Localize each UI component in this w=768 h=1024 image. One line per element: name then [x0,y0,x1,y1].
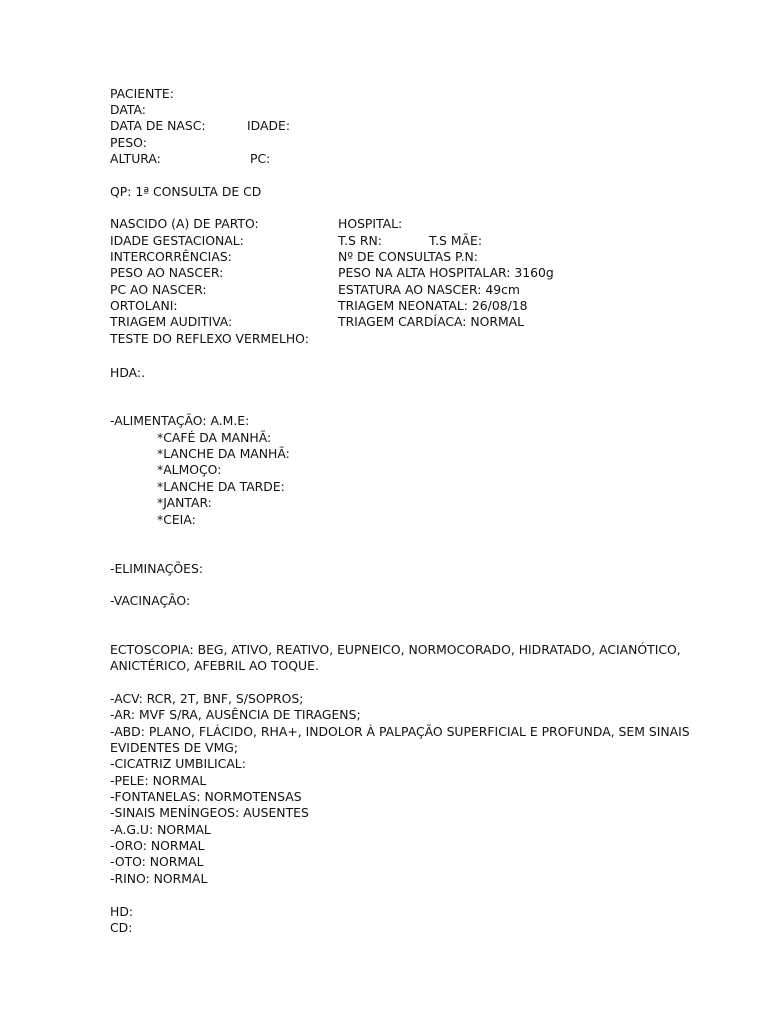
exam-line: -AR: MVF S/RA, AUSÊNCIA DE TIRAGENS; [110,707,361,722]
qp-line: QP: 1ª CONSULTA DE CD [110,184,262,199]
exam-line: -ABD: PLANO, FLÁCIDO, RHA+, INDOLOR À PALPAÇÃO SUPERFICIAL E PROFUNDA, SEM SINAIS [110,724,690,739]
exam-line: -RINO: NORMAL [110,871,208,886]
exam-line: -FONTANELAS: NORMOTENSAS [110,789,302,804]
birth-right-line: TRIAGEM CARDÍACA: NORMAL [338,314,525,329]
eliminacoes-line: -ELIMINAÇÕES: [110,561,204,576]
alimentacao-item: *CAFÉ DA MANHÃ: [157,430,272,445]
exam-line: -OTO: NORMAL [110,854,204,869]
birth-left-line: IDADE GESTACIONAL: [110,233,244,248]
data-label: DATA: [110,102,146,117]
ts-mae-label: T.S MÃE: [429,233,483,248]
birth-left-line: ORTOLANI: [110,298,178,313]
alimentacao-item: *LANCHE DA TARDE: [157,479,285,494]
alimentacao-title: -ALIMENTAÇÃO: A.M.E: [110,413,250,428]
hd-line: HD: [110,904,134,919]
birth-right-line: ESTATURA AO NASCER: 49cm [338,282,521,297]
birth-right-line: TRIAGEM NEONATAL: 26/08/18 [338,298,528,313]
altura-label: ALTURA: [110,151,161,166]
paciente-label: PACIENTE: [110,86,174,101]
vacinacao-line: -VACINAÇÃO: [110,593,191,608]
birth-left-line: INTERCORRÊNCIAS: [110,249,232,264]
birth-right-line: PESO NA ALTA HOSPITALAR: 3160g [338,265,554,280]
alimentacao-item: *JANTAR: [157,495,212,510]
exam-line: -CICATRIZ UMBILICAL: [110,756,246,771]
peso-label: PESO: [110,135,147,150]
data-nasc-label: DATA DE NASC: [110,118,206,133]
alimentacao-item: *ALMOÇO: [157,462,222,477]
birth-left-line: PC AO NASCER: [110,282,207,297]
exam-line: -SINAIS MENÍNGEOS: AUSENTES [110,805,309,820]
exam-line: -ACV: RCR, 2T, BNF, S/SOPROS; [110,691,304,706]
birth-right-line: Nº DE CONSULTAS P.N: [338,249,478,264]
idade-label: IDADE: [247,118,290,133]
pc-label: PC: [250,151,271,166]
cd-line: CD: [110,920,133,935]
ectoscopia-line: ANICTÉRICO, AFEBRIL AO TOQUE. [110,658,319,673]
exam-line: -ORO: NORMAL [110,838,205,853]
birth-left-line: TESTE DO REFLEXO VERMELHO: [110,331,309,346]
birth-left-line: NASCIDO (A) DE PARTO: [110,216,259,231]
ectoscopia-line: ECTOSCOPIA: BEG, ATIVO, REATIVO, EUPNEICO, NORMOCORADO, HIDRATADO, ACIANÓTICO, [110,642,681,657]
exam-line: -A.G.U: NORMAL [110,822,211,837]
alimentacao-item: *LANCHE DA MANHÃ: [157,446,290,461]
hda-line: HDA:. [110,365,146,380]
alimentacao-item: *CEIA: [157,512,196,527]
birth-left-line: TRIAGEM AUDITIVA: [110,314,233,329]
birth-right-line: T.S RN: [338,233,382,248]
birth-left-line: PESO AO NASCER: [110,265,224,280]
exam-line: -PELE: NORMAL [110,773,207,788]
birth-right-line: HOSPITAL: [338,216,403,231]
exam-line: EVIDENTES DE VMG; [110,740,239,755]
